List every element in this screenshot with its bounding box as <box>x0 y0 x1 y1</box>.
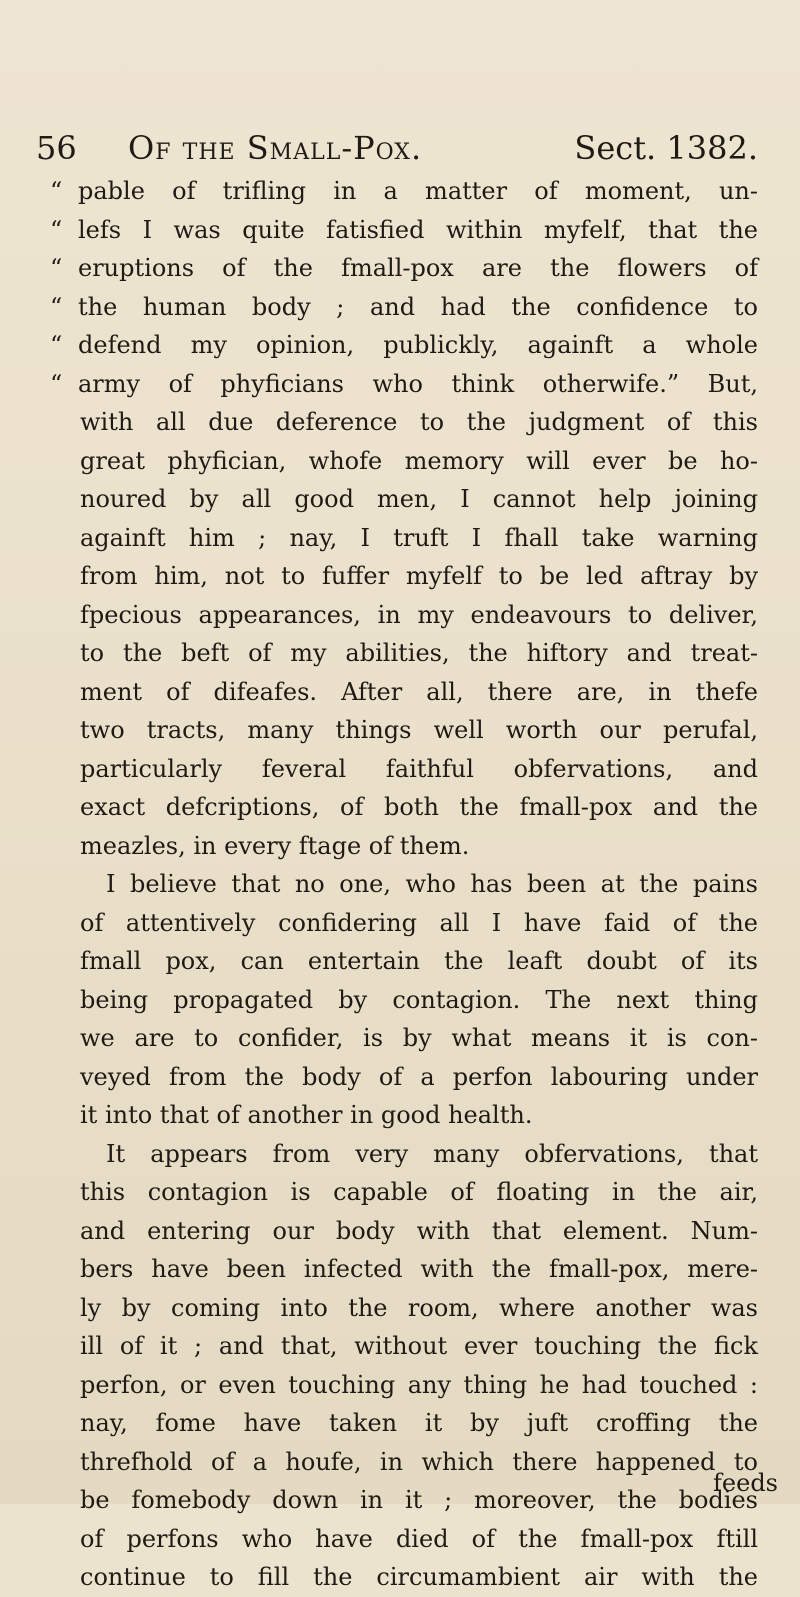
line-text: againft him ; nay, I truft I fhall take warning <box>80 523 758 552</box>
line-text: of attentively confidering all I have faid of the <box>80 908 758 937</box>
text-line <box>80 1019 758 1058</box>
line-text: fmall pox, can entertain the leaft doubt of its <box>80 947 758 975</box>
line-text: ill of it ; and that, without ever touching the fick <box>80 1332 758 1360</box>
line-text: continue to fill the circumambient air with the <box>80 1563 758 1591</box>
text-line <box>80 596 758 635</box>
text-line <box>80 865 758 904</box>
text-line <box>50 172 758 211</box>
text-line <box>80 634 758 673</box>
text-line <box>80 1096 758 1135</box>
line-text: we are to confider, is by what means it is con- <box>80 1024 758 1052</box>
quotation-mark: “ <box>50 177 63 205</box>
text-line <box>80 981 758 1020</box>
text-line <box>80 403 758 442</box>
quotation-mark: “ <box>50 215 63 244</box>
page-header <box>36 126 776 170</box>
catchword: feeds <box>713 1469 778 1497</box>
line-text: and entering our body with that element. Num- <box>80 1216 758 1245</box>
line-text: being propagated by contagion. The next thing <box>80 985 758 1014</box>
line-text: It appears from very many obfervations, that <box>106 1139 758 1168</box>
line-text: this contagion is capable of floating in the air, <box>80 1178 758 1206</box>
text-line <box>80 1443 758 1482</box>
line-text: with all due deference to the judgment of this <box>80 408 758 436</box>
text-line <box>80 942 758 981</box>
running-title: Of the Small-Pox. <box>128 129 423 167</box>
text-line <box>80 1058 758 1097</box>
quotation-mark: “ <box>50 369 63 398</box>
text-line <box>80 904 758 943</box>
line-text: veyed from the body of a perfon labouring under <box>80 1062 758 1091</box>
text-line <box>80 1481 758 1520</box>
text-line <box>80 442 758 481</box>
text-line <box>80 1212 758 1251</box>
text-line <box>80 1520 758 1559</box>
line-text: be fomebody down in it ; moreover, the bodies <box>80 1486 758 1514</box>
text-line <box>80 1404 758 1443</box>
quotation-mark: “ <box>50 292 63 321</box>
text-line <box>80 827 758 866</box>
line-text: ly by coming into the room, where another was <box>80 1293 758 1322</box>
line-text: the human body ; and had the confidence to <box>78 292 758 321</box>
page-number: 56 <box>36 129 77 167</box>
text-line <box>80 673 758 712</box>
line-text: defend my opinion, publickly, againft a whole <box>78 331 758 359</box>
line-text: pable of trifling in a matter of moment, un- <box>78 177 758 205</box>
line-text: exact defcriptions, of both the fmall-pox and the <box>80 793 758 821</box>
line-text: it into that of another in good health. <box>80 1101 533 1129</box>
text-line <box>50 288 758 327</box>
body-text <box>50 172 758 1597</box>
line-text: lefs I was quite fatisfied within myfelf, that the <box>78 215 758 244</box>
line-text: eruptions of the fmall-pox are the flowers of <box>78 254 758 282</box>
text-line <box>80 1289 758 1328</box>
line-text: ment of difeafes. After all, there are, in thefe <box>80 677 758 706</box>
line-text: two tracts, many things well worth our perufal, <box>80 716 758 744</box>
quotation-mark: “ <box>50 331 63 359</box>
text-line <box>80 711 758 750</box>
line-text: to the beft of my abilities, the hiftory and treat- <box>80 639 758 667</box>
text-line <box>80 1327 758 1366</box>
text-line <box>80 1173 758 1212</box>
line-text: noured by all good men, I cannot help joining <box>80 485 758 513</box>
text-line <box>80 750 758 789</box>
line-text: meazles, in every ftage of them. <box>80 831 470 860</box>
text-line <box>80 480 758 519</box>
line-text: army of phyficians who think otherwife.” But, <box>78 369 758 398</box>
line-text: particularly feveral faithful obfervations, and <box>80 754 758 783</box>
text-line <box>80 1250 758 1289</box>
line-text: perfon, or even touching any thing he had touched : <box>80 1370 758 1399</box>
quotation-mark: “ <box>50 254 63 282</box>
text-line <box>50 365 758 404</box>
section-reference: Sect. 1382. <box>574 129 758 167</box>
text-line <box>80 788 758 827</box>
text-line <box>80 1135 758 1174</box>
line-text: I believe that no one, who has been at the pains <box>106 870 758 898</box>
line-text: of perfons who have died of the fmall-pox ftill <box>80 1524 758 1553</box>
text-line <box>80 1558 758 1597</box>
line-text: bers have been infected with the fmall-pox, mere- <box>80 1255 758 1283</box>
line-text: from him, not to fuffer myfelf to be led aftray by <box>80 562 758 590</box>
text-line <box>50 326 758 365</box>
text-line <box>80 557 758 596</box>
line-text: nay, fome have taken it by juft croffing the <box>80 1409 758 1437</box>
text-line <box>80 519 758 558</box>
line-text: fpecious appearances, in my endeavours to deliver, <box>80 600 758 629</box>
text-line <box>50 249 758 288</box>
line-text: great phyfician, whofe memory will ever be ho- <box>80 446 758 475</box>
line-text: threfhold of a houfe, in which there happened to <box>80 1447 758 1476</box>
text-line <box>80 1366 758 1405</box>
text-line <box>50 211 758 250</box>
